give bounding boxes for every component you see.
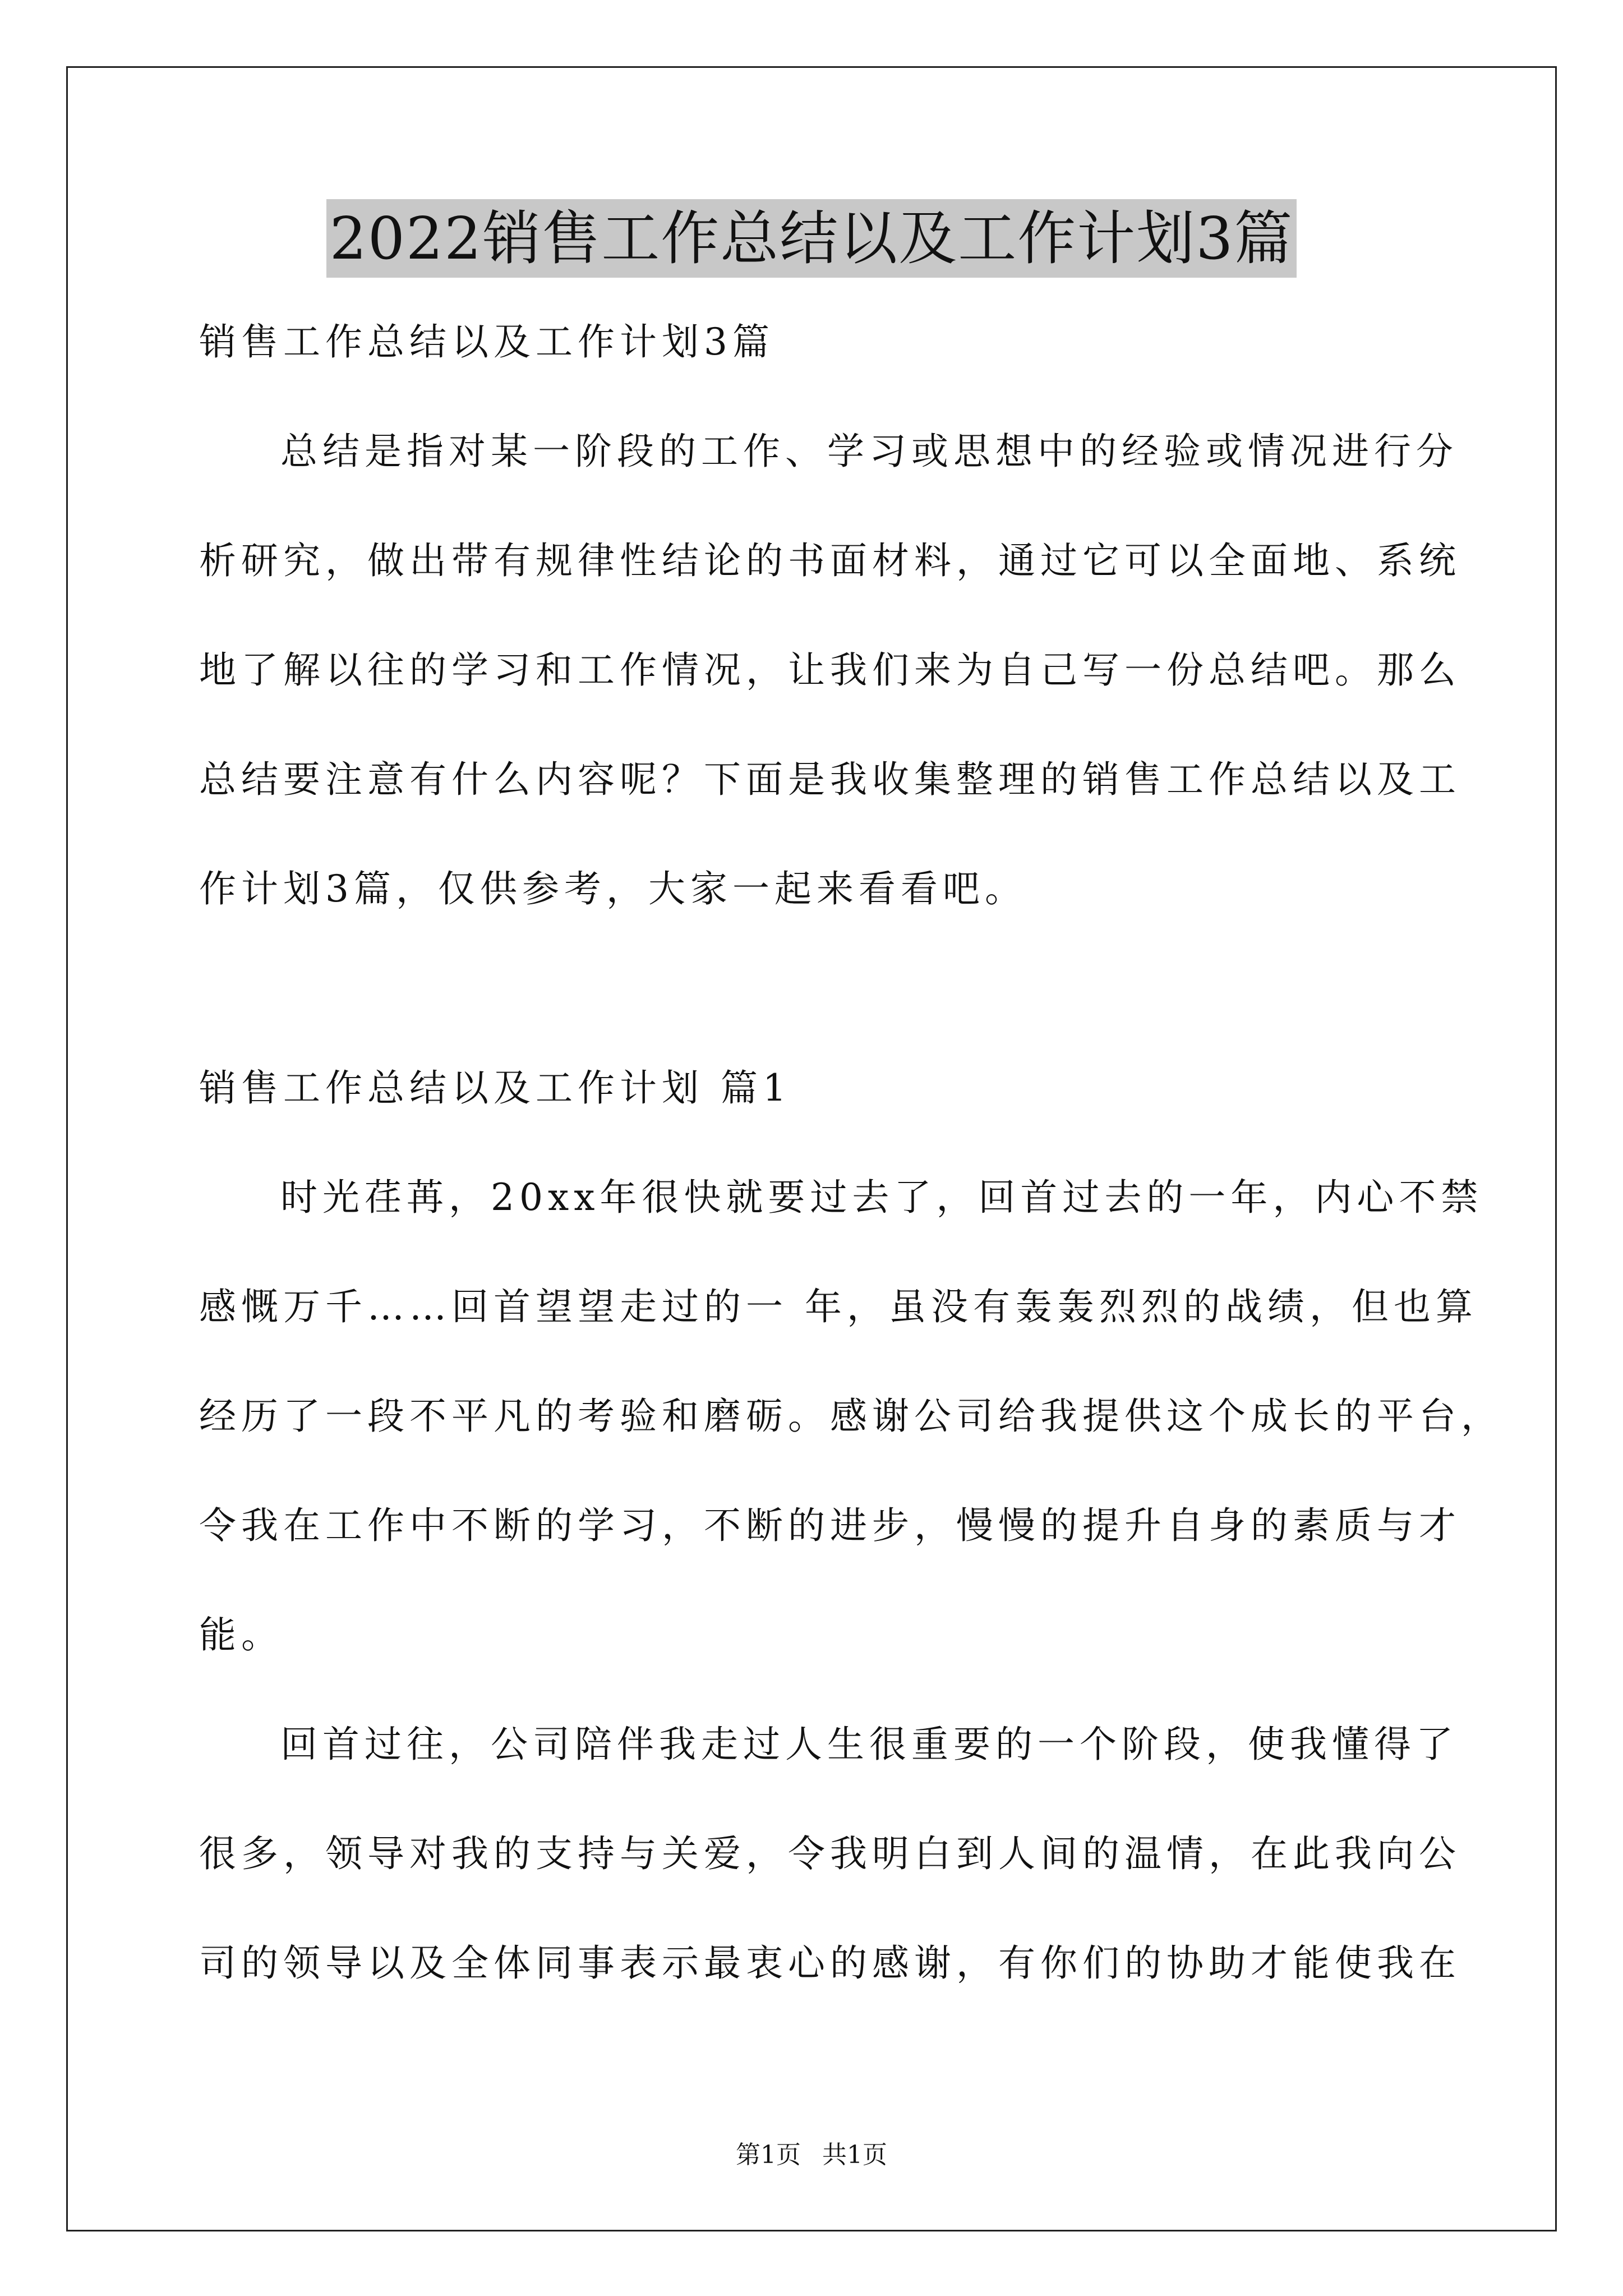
document-subtitle: 销售工作总结以及工作计划3篇 <box>199 320 774 364</box>
intro-line: 总结要注意有什么内容呢？下面是我收集整理的销售工作总结以及工 <box>199 758 1461 801</box>
page-border <box>66 66 1557 2231</box>
paragraph-line: 令我在工作中不断的学习，不断的进步，慢慢的提升自身的素质与才 <box>199 1504 1461 1547</box>
intro-line: 作计划3篇，仅供参考，大家一起来看看吧。 <box>199 867 1027 910</box>
paragraph-line: 感慨万千……回首望望走过的一 年，虽没有轰轰烈烈的战绩，但也算 <box>199 1285 1478 1328</box>
intro-line: 地了解以往的学习和工作情况，让我们来为自己写一份总结吧。那么 <box>199 648 1461 692</box>
title-container <box>0 199 1623 278</box>
document-title: 2022销售工作总结以及工作计划3篇 <box>326 199 1297 278</box>
paragraph-line: 回首过往，公司陪伴我走过人生很重要的一个阶段，使我懂得了 <box>280 1723 1458 1766</box>
paragraph-line: 能。 <box>199 1613 283 1657</box>
page-number: 第1页 <box>736 2141 801 2169</box>
paragraph-line: 经历了一段不平凡的考验和磨砺。感谢公司给我提供这个成长的平台， <box>199 1395 1503 1438</box>
paragraph-line: 司的领导以及全体同事表示最衷心的感谢，有你们的协助才能使我在 <box>199 1941 1461 1985</box>
paragraph-line: 很多，领导对我的支持与关爱，令我明白到人间的温情，在此我向公 <box>199 1832 1461 1875</box>
page-footer <box>0 2138 1623 2172</box>
paragraph-line: 时光荏苒，20xx年很快就要过去了，回首过去的一年，内心不禁 <box>280 1176 1483 1219</box>
intro-line: 析研究，做出带有规律性结论的书面材料，通过它可以全面地、系统 <box>199 539 1461 582</box>
intro-line: 总结是指对某一阶段的工作、学习或思想中的经验或情况进行分 <box>280 430 1458 473</box>
page-total: 共1页 <box>822 2141 887 2169</box>
section-heading: 销售工作总结以及工作计划 篇1 <box>199 1066 791 1110</box>
